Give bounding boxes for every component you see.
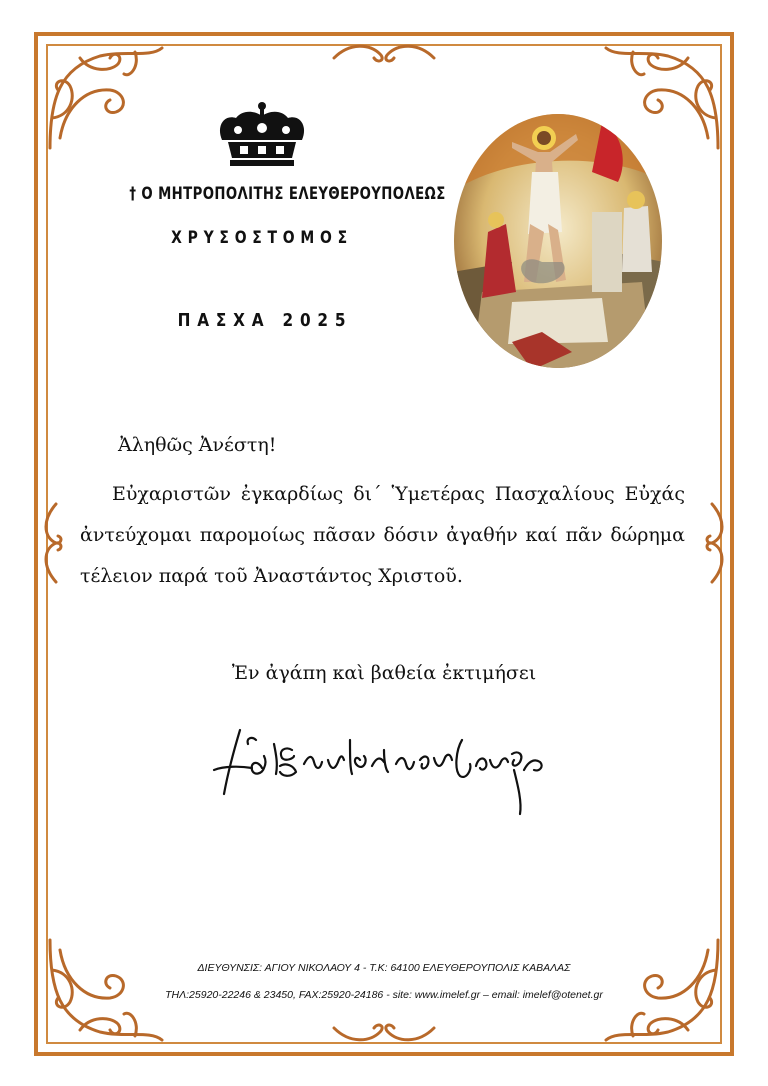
- easter-date: ΠΑΣΧΑ 2025: [177, 310, 353, 331]
- ornament-top-left: [40, 38, 170, 158]
- signature-image: [200, 710, 560, 820]
- ornament-top-center: [330, 38, 438, 68]
- ornament-left-center: [38, 500, 68, 586]
- closing-text: Ἐν ἀγάπη καὶ βαθεία ἐκτιμήσει: [231, 662, 537, 684]
- metropolitan-title: † Ο ΜΗΤΡΟΠΟΛΙΤΗΣ ΕΛΕΥΘΕΡΟΥΠΟΛΕΩΣ: [129, 184, 446, 204]
- greeting-text: Ἀληθῶς Ἀνέστη!: [118, 434, 277, 456]
- letter-body: Εὐχαριστῶν ἐγκαρδίως δι΄ Ὑμετέρας Πασχαλίους Εὐχάς ἀντεύχομαι παρομοίως πᾶσαν δόσιν ἀγαθήν καί πᾶν δώρημα τέλειον παρά τοῦ Ἀναστάντος Χριστοῦ.: [80, 483, 685, 587]
- crown-icon: [214, 100, 310, 168]
- ornament-bottom-center: [330, 1018, 438, 1048]
- footer-address: ΔΙΕΥΘΥΝΣΙΣ: ΑΓΙΟΥ ΝΙΚΟΛΑΟΥ 4 - Τ.Κ: 64100 ΕΛΕΥΘΕΡΟΥΠΟΛΙΣ ΚΑΒΑΛΑΣ: [197, 962, 571, 974]
- resurrection-icon: [452, 112, 664, 370]
- ornament-right-center: [700, 500, 730, 586]
- footer-contact: ΤΗΛ:25920-22246 & 23450, FAX:25920-24186 - site: www.imelef.gr – email: imelef@otenet.gr: [165, 989, 603, 1001]
- metropolitan-name: ΧΡΥΣΟΣΤΟΜΟΣ: [171, 228, 353, 248]
